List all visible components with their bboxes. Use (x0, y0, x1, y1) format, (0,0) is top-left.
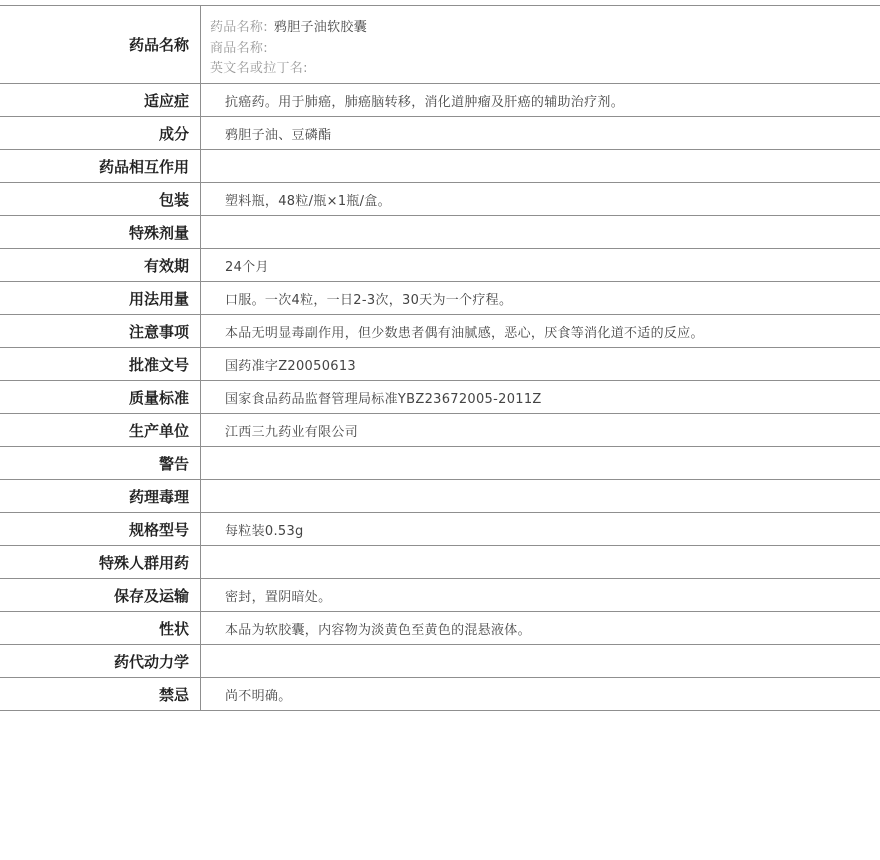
table-row (0, 381, 880, 414)
row-label: 药理毒理 (0, 480, 201, 512)
table-row (0, 84, 880, 117)
table-row (0, 546, 880, 579)
row-label: 性状 (0, 612, 201, 644)
row-label: 特殊剂量 (0, 216, 201, 248)
row-label: 特殊人群用药 (0, 546, 201, 578)
drug-info-table (0, 5, 880, 711)
row-value (201, 546, 880, 578)
drug-name-block (201, 6, 880, 83)
row-value: 鸦胆子油、豆磷酯 (225, 127, 332, 143)
table-row (0, 678, 880, 711)
row-label: 药品名称 (0, 6, 201, 83)
row-label: 药代动力学 (0, 645, 201, 677)
row-label: 成分 (0, 117, 201, 149)
table-row (0, 612, 880, 645)
row-label: 禁忌 (0, 678, 201, 710)
table-row (0, 645, 880, 678)
row-value (201, 480, 880, 512)
table-row (0, 315, 880, 348)
table-row (0, 348, 880, 381)
generic-name-key: 药品名称: (210, 20, 268, 35)
row-value: 江西三九药业有限公司 (225, 424, 359, 440)
row-value (201, 150, 880, 182)
row-value (201, 645, 880, 677)
row-value: 口服。一次4粒，一日2-3次，30天为一个疗程。 (225, 292, 513, 308)
row-label: 生产单位 (0, 414, 201, 446)
row-value: 24个月 (225, 259, 269, 275)
table-row (0, 513, 880, 546)
row-label: 包装 (0, 183, 201, 215)
trade-name-line (210, 39, 274, 60)
trade-name-key: 商品名称: (210, 40, 268, 56)
table-row (0, 447, 880, 480)
latin-name-key: 英文名或拉丁名: (210, 61, 308, 76)
row-value: 抗癌药。用于肺癌，肺癌脑转移，消化道肿瘤及肝癌的辅助治疗剂。 (225, 94, 625, 110)
row-label: 质量标准 (0, 381, 201, 413)
row-label: 保存及运输 (0, 579, 201, 611)
row-value: 密封，置阴暗处。 (225, 589, 332, 605)
table-row (0, 282, 880, 315)
table-row (0, 249, 880, 282)
table-row (0, 480, 880, 513)
generic-name-line (210, 18, 367, 39)
row-value: 本品为软胶囊，内容物为淡黄色至黄色的混悬液体。 (225, 622, 531, 638)
table-row (0, 117, 880, 150)
row-label: 药品相互作用 (0, 150, 201, 182)
row-value: 国家食品药品监督管理局标准YBZ23672005-2011Z (225, 391, 542, 407)
table-row (0, 579, 880, 612)
row-label: 有效期 (0, 249, 201, 281)
row-label: 适应症 (0, 84, 201, 116)
generic-name-value: 鸦胆子油软胶囊 (273, 20, 367, 35)
row-label: 警告 (0, 447, 201, 479)
row-value: 本品无明显毒副作用，但少数患者偶有油腻感，恶心，厌食等消化道不适的反应。 (225, 325, 704, 341)
row-value (201, 216, 880, 248)
row-label: 批准文号 (0, 348, 201, 380)
row-value: 国药准字Z20050613 (225, 358, 356, 374)
table-row (0, 183, 880, 216)
row-value: 每粒装0.53g (225, 523, 304, 539)
table-row-drug-name (0, 6, 880, 84)
row-value (201, 447, 880, 479)
table-row (0, 150, 880, 183)
latin-name-line (210, 59, 314, 80)
row-label: 用法用量 (0, 282, 201, 314)
table-row (0, 414, 880, 447)
row-value: 尚不明确。 (225, 688, 292, 704)
row-label: 注意事项 (0, 315, 201, 347)
table-body (0, 84, 880, 711)
row-value: 塑料瓶，48粒/瓶×1瓶/盒。 (225, 193, 391, 209)
row-label: 规格型号 (0, 513, 201, 545)
table-row (0, 216, 880, 249)
